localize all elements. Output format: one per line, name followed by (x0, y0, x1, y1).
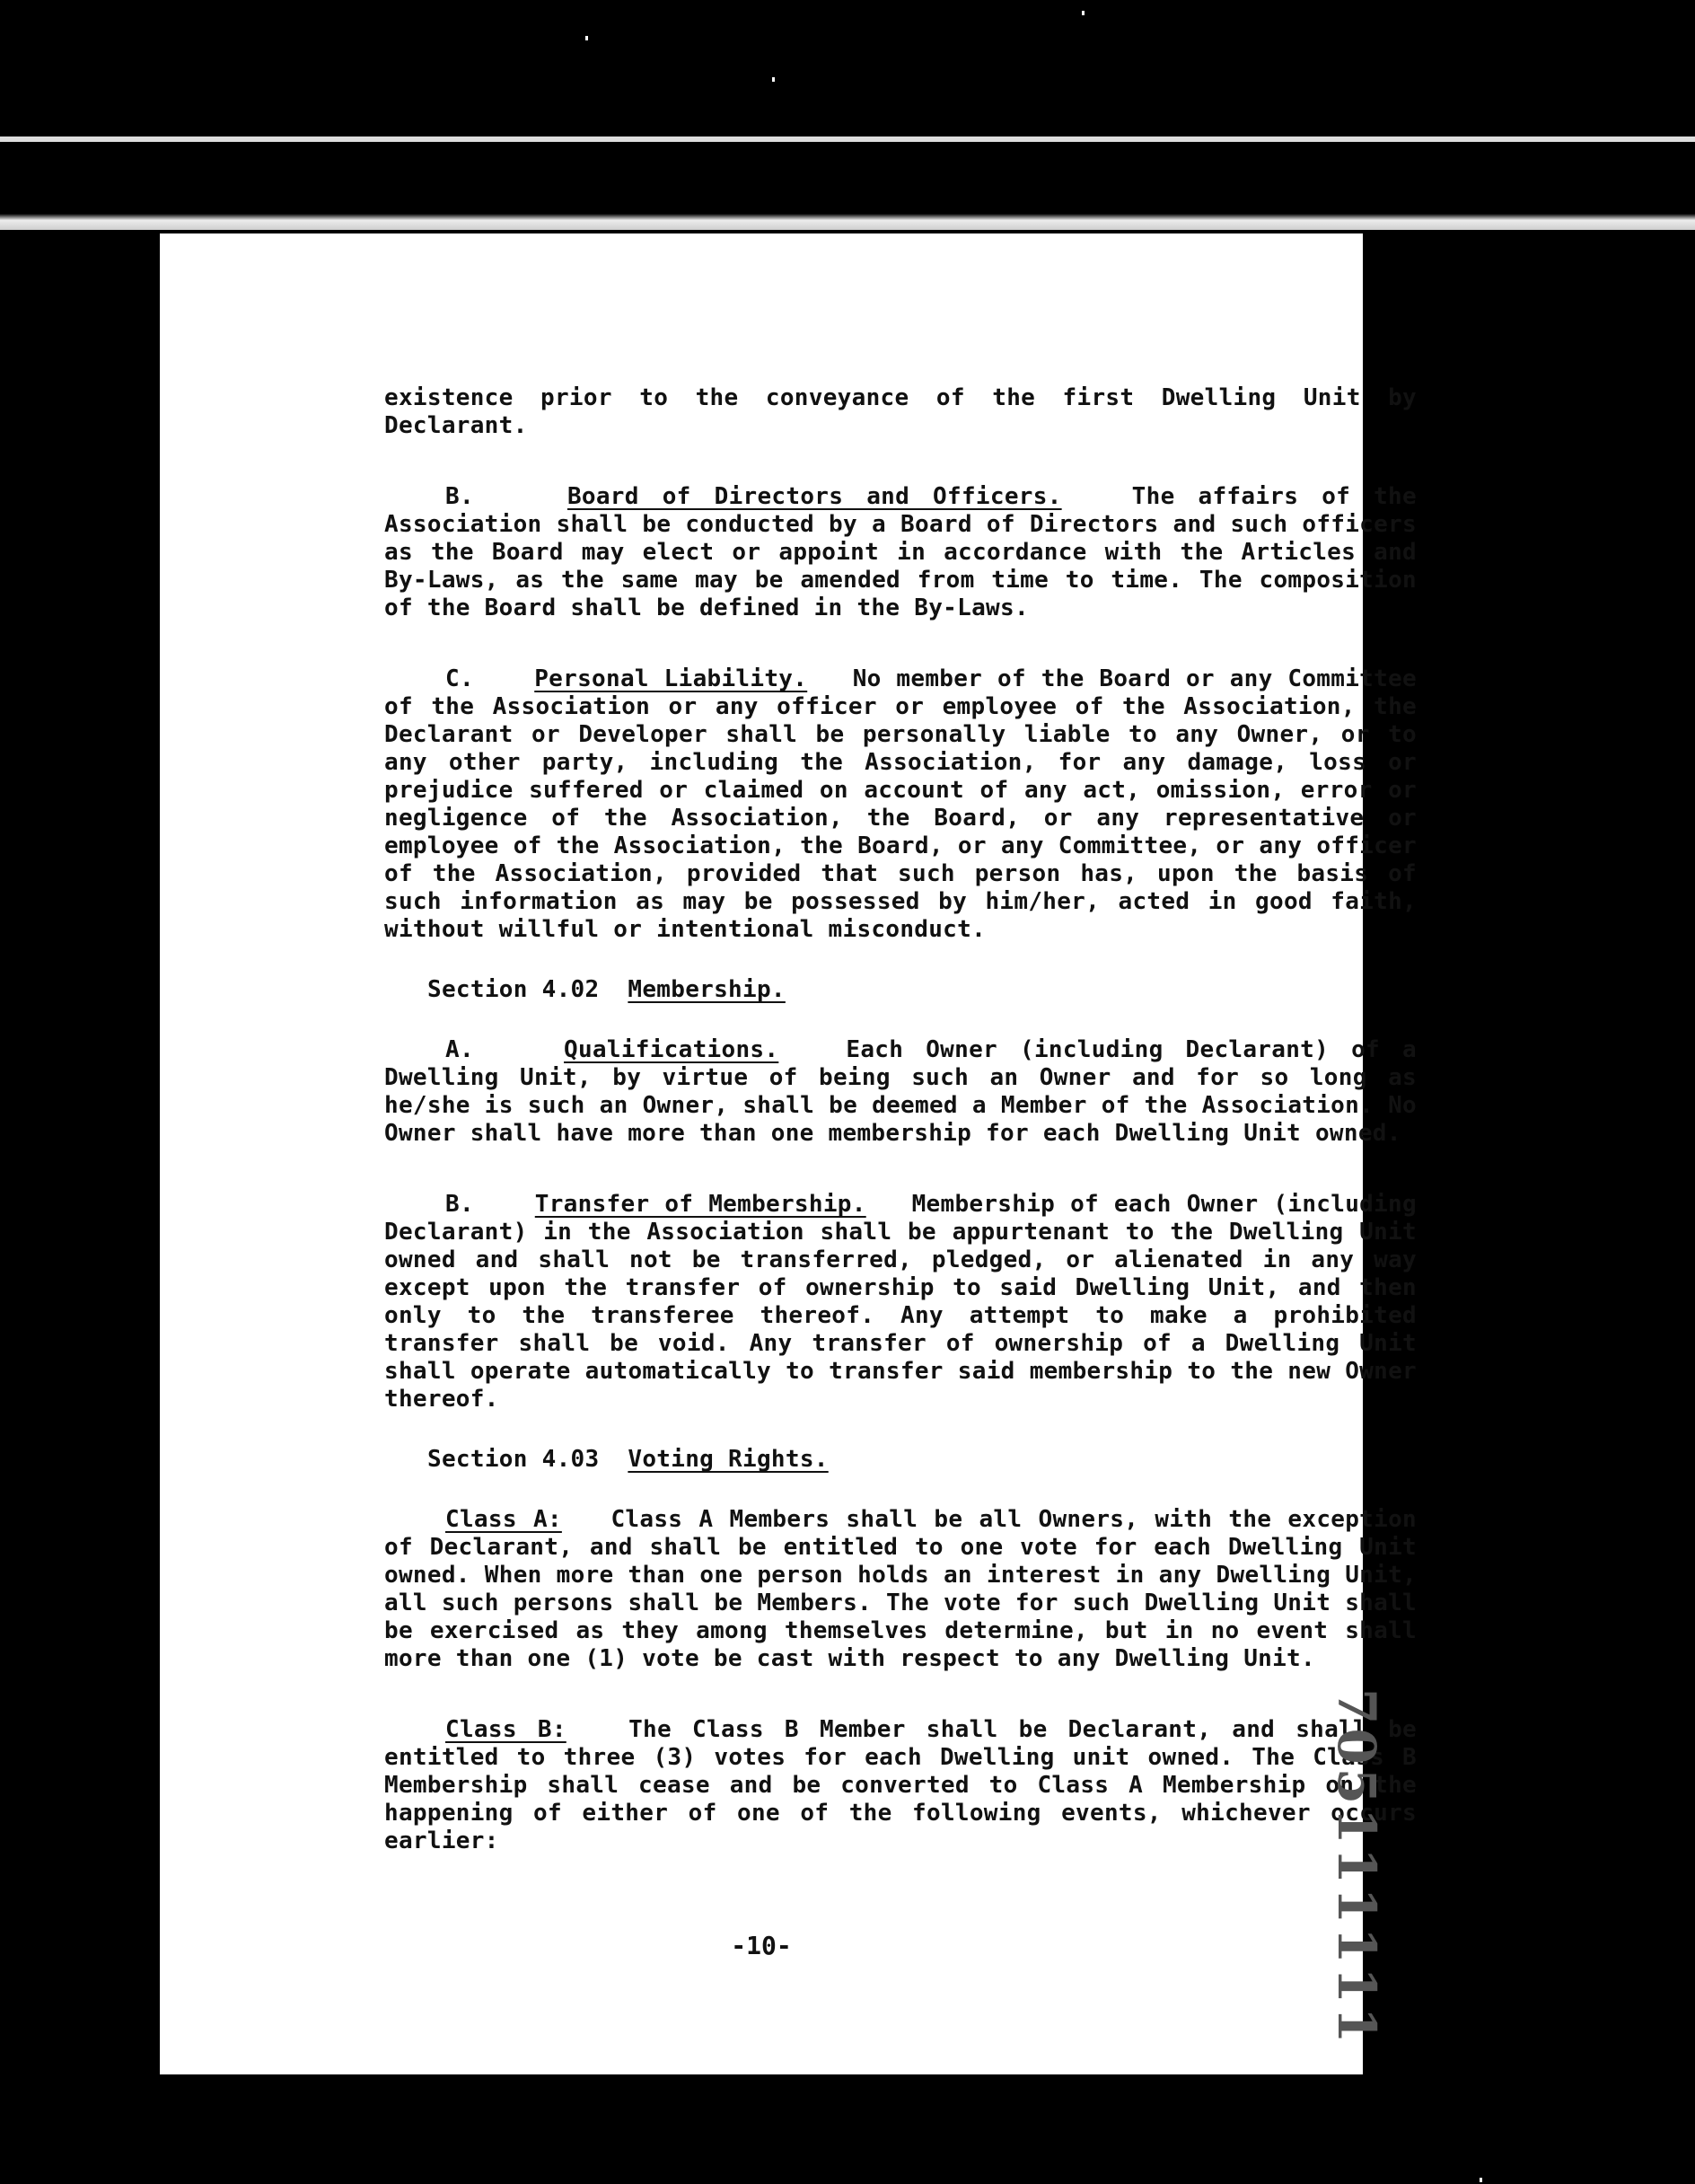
scan-edge-band (0, 214, 1695, 230)
liability-paragraph (384, 665, 1417, 944)
transfer-letter: B. (445, 1191, 474, 1218)
qualifications-text: Each Owner (including Declarant) of a Dwelling Unit, by virtue of being such an Owner and for so long as he/she is such an Owner, shall be deemed a Member of the Association. No Owner shall have more than one membership for each Dwelling Unit owned. (384, 1036, 1417, 1147)
liability-letter: C. (445, 665, 474, 692)
qualifications-letter: A. (445, 1036, 474, 1063)
section-403-title: Voting Rights. (628, 1446, 829, 1473)
transfer-text: Membership of each Owner (including Declarant) in the Association shall be appurtenant to the Dwelling Unit owned and shall not be transferred, pledged, or alienated in any way except upon the transfer of ownership to said Dwelling Unit, and then only to the transferee thereof. Any attempt to make a prohibited transfer shall be void. Any transfer of ownership of a Dwelling Unit shall operate automatically to transfer said membership to the new Owner thereof. (384, 1191, 1417, 1413)
section-402-number: Section 4.02 (427, 976, 600, 1003)
page-number: -10- (731, 1931, 792, 1960)
section-403-number: Section 4.03 (427, 1446, 600, 1473)
intro-paragraph: existence prior to the conveyance of the first Dwelling Unit by Declarant. (384, 384, 1417, 439)
scan-speck (772, 77, 775, 82)
board-paragraph (384, 483, 1417, 622)
liability-heading: Personal Liability. (534, 665, 808, 692)
liability-text: No member of the Board or any Committee of the Association or any officer or employee of the Association, the Declarant or Developer shall be personally liable to any Owner, or to any other party, including the Association, for any damage, loss or prejudice suffered or claimed on account of any act, omission, error or negligence of the Association, the Board, or any representative or employee of the Association, the Board, or any Committee, or any officer of the Association, provided that such person has, upon the basis of such information as may be possessed by him/her, acted in good faith, without willful or intentional misconduct. (384, 665, 1417, 943)
scan-speck (1480, 2178, 1482, 2182)
scan-speck (585, 36, 588, 40)
board-text: The affairs of the Association shall be conducted by a Board of Directors and such officers as the Board may elect or appoint in accordance with the Articles and By-Laws, as the same may be amended from time to time. The composition of the Board shall be defined in the By-Laws. (384, 483, 1417, 621)
section-402-heading (384, 976, 1417, 1004)
class-a-paragraph (384, 1506, 1417, 1673)
class-a-heading: Class A: (445, 1506, 562, 1533)
board-letter: B. (445, 483, 474, 510)
class-b-paragraph (384, 1716, 1417, 1855)
qualifications-paragraph (384, 1036, 1417, 1148)
scan-speck (1082, 11, 1085, 15)
transfer-heading: Transfer of Membership. (534, 1191, 866, 1218)
bates-stamp: 705111111 (1326, 1688, 1387, 2048)
scan-edge-line (0, 136, 1695, 142)
section-402-title: Membership. (628, 976, 786, 1003)
document-body (384, 384, 1417, 1855)
transfer-paragraph (384, 1191, 1417, 1413)
class-a-text: Class A Members shall be all Owners, with the exception of Declarant, and shall be entitled to one vote for each Dwelling Unit owned. When more than one person holds an interest in any Dwelling Unit, all such persons shall be Members. The vote for such Dwelling Unit shall be exercised as they among themselves determine, but in no event shall more than one (1) vote be cast with respect to any Dwelling Unit. (384, 1506, 1417, 1672)
section-403-heading (384, 1446, 1417, 1474)
qualifications-heading: Qualifications. (564, 1036, 779, 1063)
document-page (160, 233, 1417, 2074)
class-b-text: The Class B Member shall be Declarant, and shall be entitled to three (3) votes for each Dwelling unit owned. The Class B Membership shall cease and be converted to Class A Membership on the happening of either of one of the following events, whichever occurs earlier: (384, 1716, 1417, 1854)
board-heading: Board of Directors and Officers. (566, 483, 1062, 510)
class-b-heading: Class B: (445, 1716, 566, 1743)
